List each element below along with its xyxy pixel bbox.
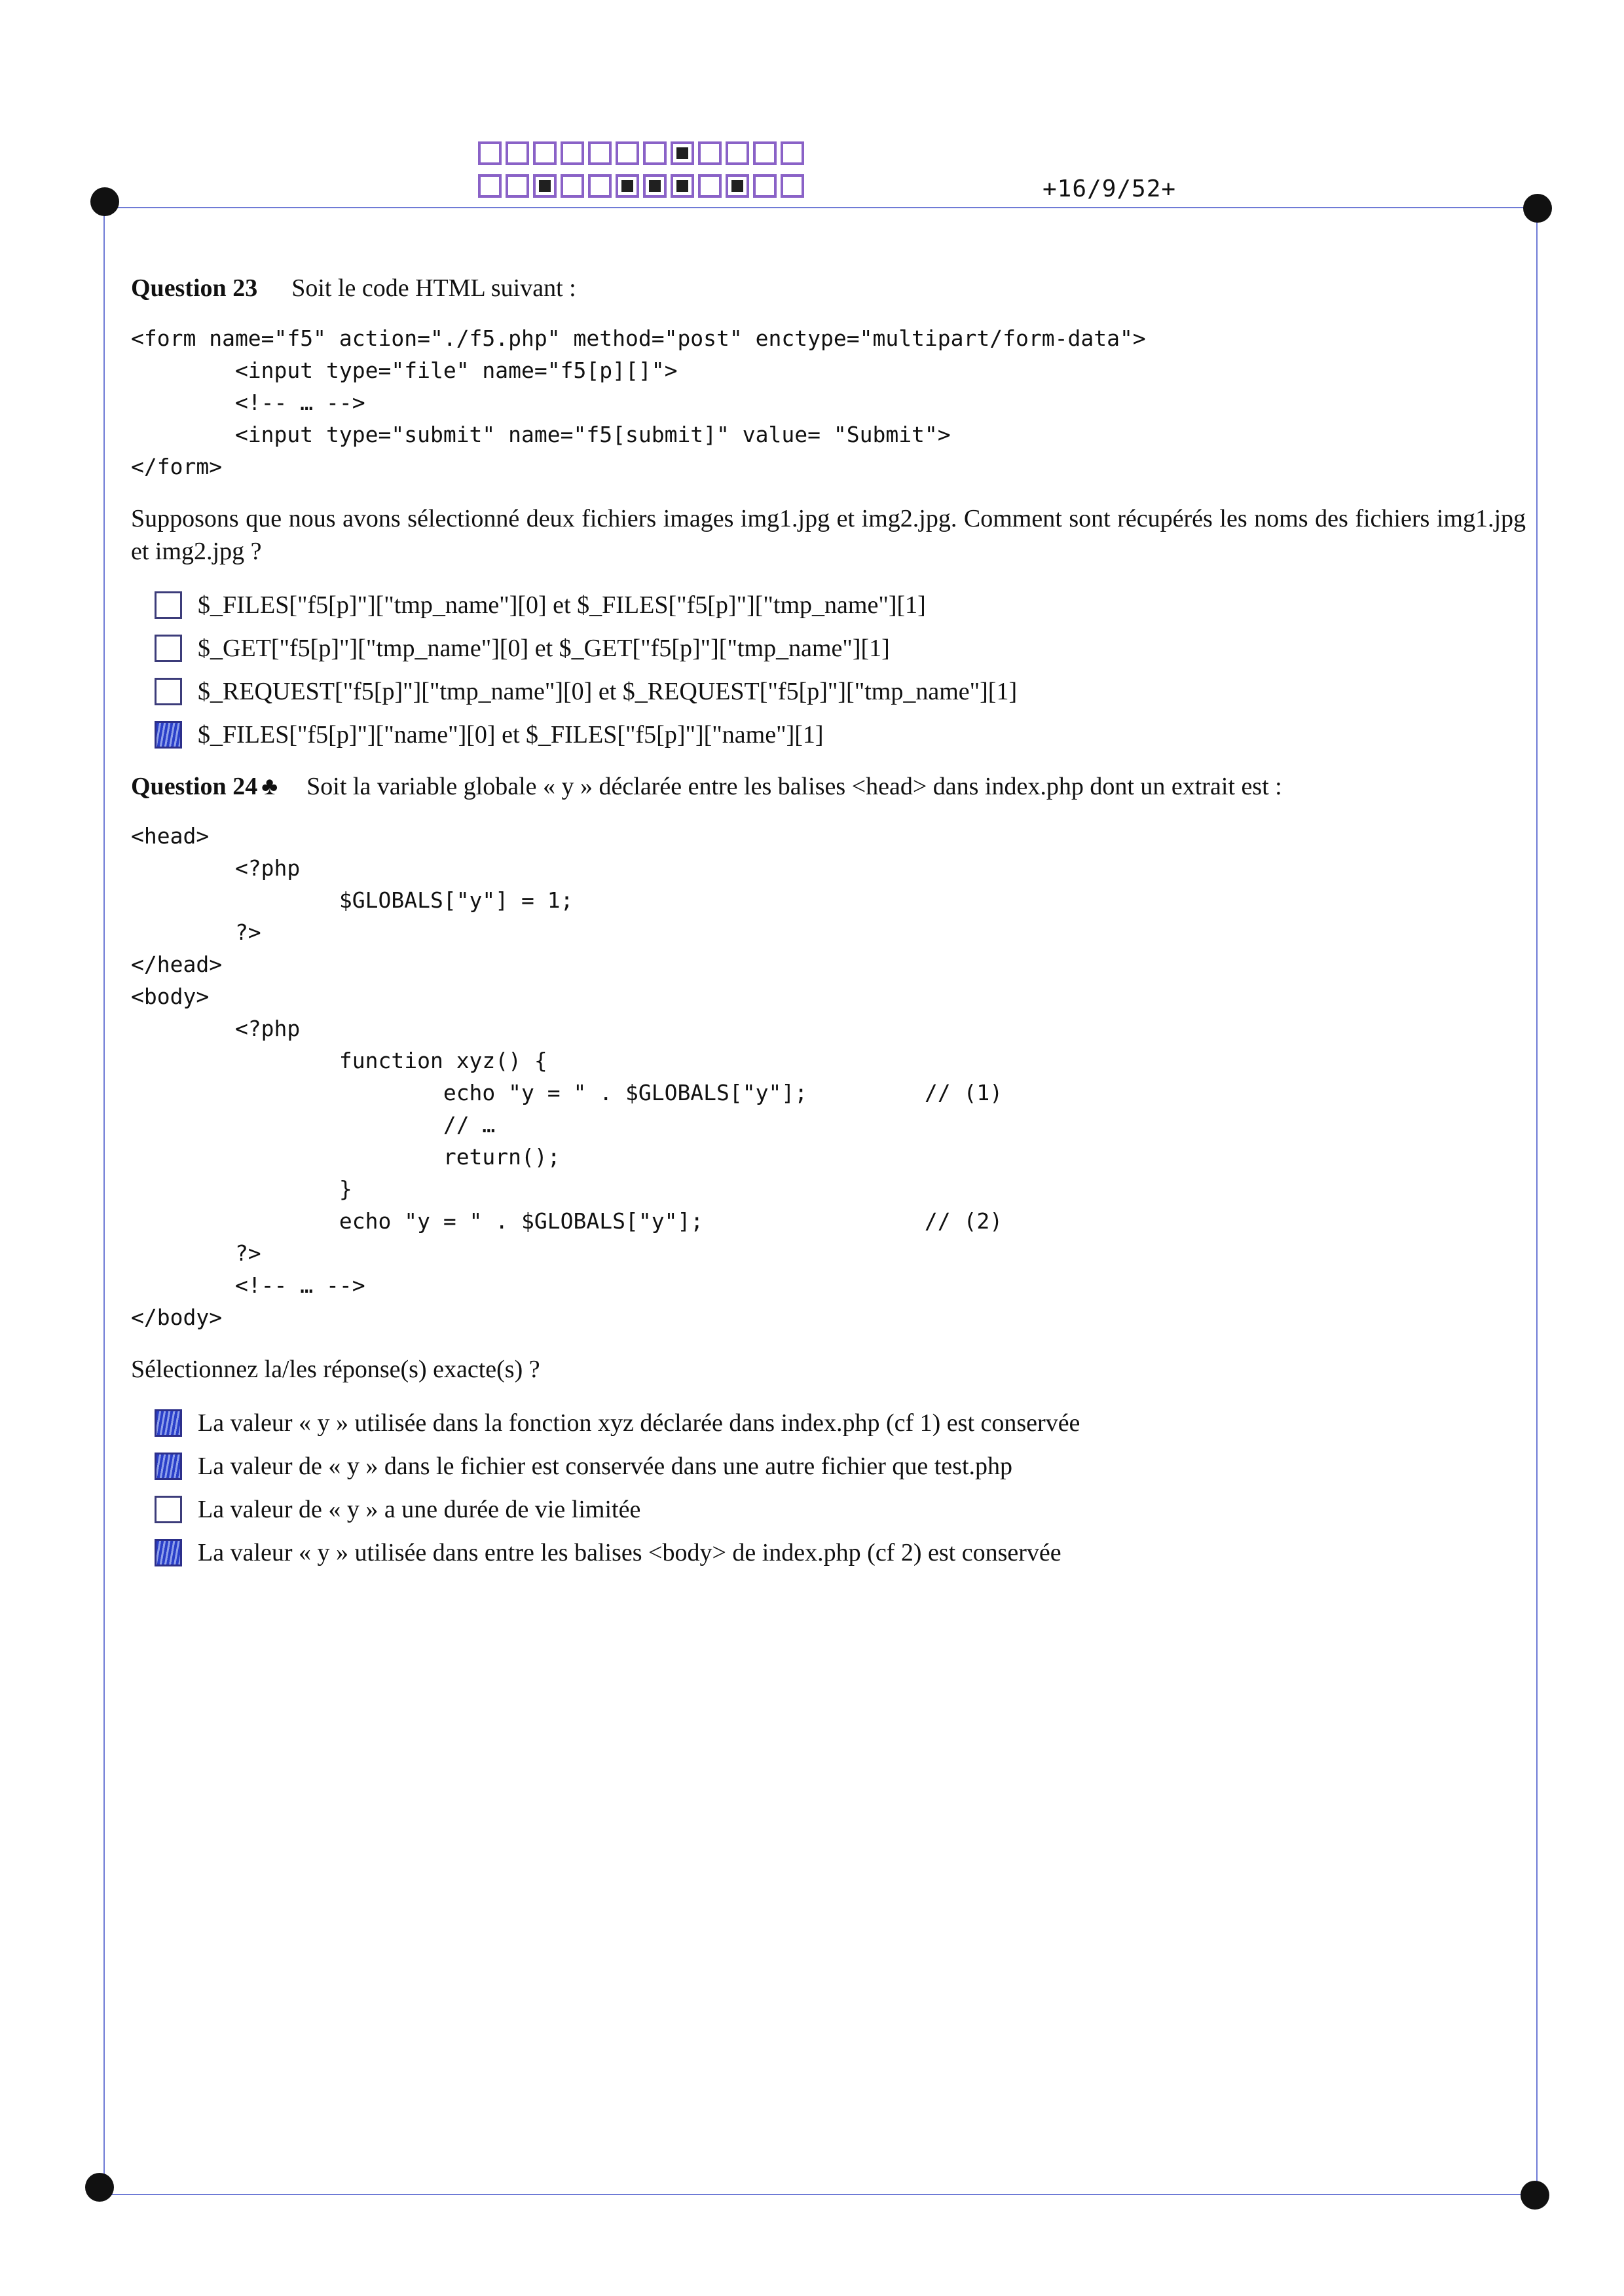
answer-option-label: La valeur « y » utilisée dans entre les balises <body> de index.php (cf 2) est conservée [198,1539,1061,1567]
answer-option[interactable] [155,627,1526,670]
answer-option[interactable] [155,1445,1526,1488]
id-grid-cell [506,174,529,198]
id-grid-cell [781,141,804,165]
question-text: Supposons que nous avons sélectionné deux fichiers images img1.jpg et img2.jpg. Comment sont récupérés les noms des fichiers img1.jpg et img2.jpg ? [131,504,1526,565]
code-block-php-globals: <head> <?php $GLOBALS["y"] = 1; ?> </head> <body> <?php function xyz() { echo "y = " . $GLOBALS["y"]; // (1) // … return(); } echo "y = " . $GLOBALS["y"]; // (2) ?> <!-- … --> </body> [131,823,1003,1331]
id-grid-cell [506,141,529,165]
id-grid-cell [643,174,667,198]
id-grid-cell [478,141,502,165]
id-grid-cell [588,141,612,165]
id-grid-cell [561,174,584,198]
corner-marker-top-right [1523,194,1552,223]
checkbox-empty[interactable] [155,1496,182,1523]
question-prompt: Soit le code HTML suivant : [291,274,576,302]
checkbox-empty[interactable] [155,635,182,662]
answer-options [155,583,1526,756]
id-grid-cell [643,141,667,165]
id-grid-cell [478,174,502,198]
answer-options [155,1401,1526,1574]
checkbox-checked[interactable] [155,1539,182,1566]
answer-option[interactable] [155,583,1526,627]
question-text: Sélectionnez la/les réponse(s) exacte(s) ? [131,1356,540,1384]
id-grid-cell [616,141,639,165]
id-grid-row-2 [478,174,804,198]
checkbox-checked[interactable] [155,1453,182,1480]
question-23 [131,274,1526,756]
question-24-title [131,772,1526,802]
id-grid-cell [533,141,557,165]
corner-marker-bottom-left [85,2173,114,2202]
answer-option-label: La valeur de « y » a une durée de vie limitée [198,1496,641,1524]
answer-option[interactable] [155,713,1526,756]
id-grid-cell [726,141,749,165]
corner-marker-top-left [90,187,119,216]
question-prompt: Soit la variable globale « y » déclarée entre les balises <head> dans index.php dont un extrait est : [306,772,1282,800]
question-number: Question 24 [131,772,258,800]
answer-option-label: $_REQUEST["f5[p]"]["tmp_name"][0] et $_REQUEST["f5[p]"]["tmp_name"][1] [198,677,1018,705]
id-grid-cell [616,174,639,198]
corner-marker-bottom-right [1521,2181,1549,2210]
answer-option[interactable] [155,1531,1526,1574]
id-grid-cell [753,174,777,198]
id-grid-cell [698,174,722,198]
answer-option[interactable] [155,670,1526,713]
id-grid-cell [726,174,749,198]
answer-option-label: $_FILES["f5[p]"]["tmp_name"][0] et $_FILES["f5[p]"]["tmp_name"][1] [198,591,926,619]
checkbox-checked[interactable] [155,721,182,749]
answer-option-label: La valeur « y » utilisée dans la fonction xyz déclarée dans index.php (cf 1) est conservée [198,1409,1080,1437]
id-grid-cell [533,174,557,198]
id-grid-cell [671,141,694,165]
answer-option[interactable] [155,1488,1526,1531]
checkbox-empty[interactable] [155,591,182,619]
club-icon: ♣ [261,772,278,800]
question-23-title [131,274,1526,304]
answer-option-label: $_FILES["f5[p]"]["name"][0] et $_FILES["f5[p]"]["name"][1] [198,720,824,749]
id-grid-cell [698,141,722,165]
page-code: +16/9/52+ [1043,176,1177,202]
answer-option-label: $_GET["f5[p]"]["tmp_name"][0] et $_GET["f5[p]"]["tmp_name"][1] [198,634,890,662]
id-grid-cell [561,141,584,165]
code-block-html-form: <form name="f5" action="./f5.php" method="post" enctype="multipart/form-data"> <input type="file" name="f5[p][]"> <!-- … --> <input type="submit" name="f5[submit]" value= "Submit"> </form> [131,325,1146,479]
answer-option-label: La valeur de « y » dans le fichier est conservée dans une autre fichier que test.php [198,1453,1012,1481]
id-grid-cell [781,174,804,198]
id-grid-cell [753,141,777,165]
checkbox-empty[interactable] [155,678,182,705]
answer-option[interactable] [155,1401,1526,1445]
checkbox-checked[interactable] [155,1409,182,1437]
exam-content [131,274,1526,1590]
question-number: Question 23 [131,274,258,302]
question-24 [131,772,1526,1575]
id-grid-row-1 [478,141,804,165]
id-grid-cell [588,174,612,198]
id-grid-cell [671,174,694,198]
